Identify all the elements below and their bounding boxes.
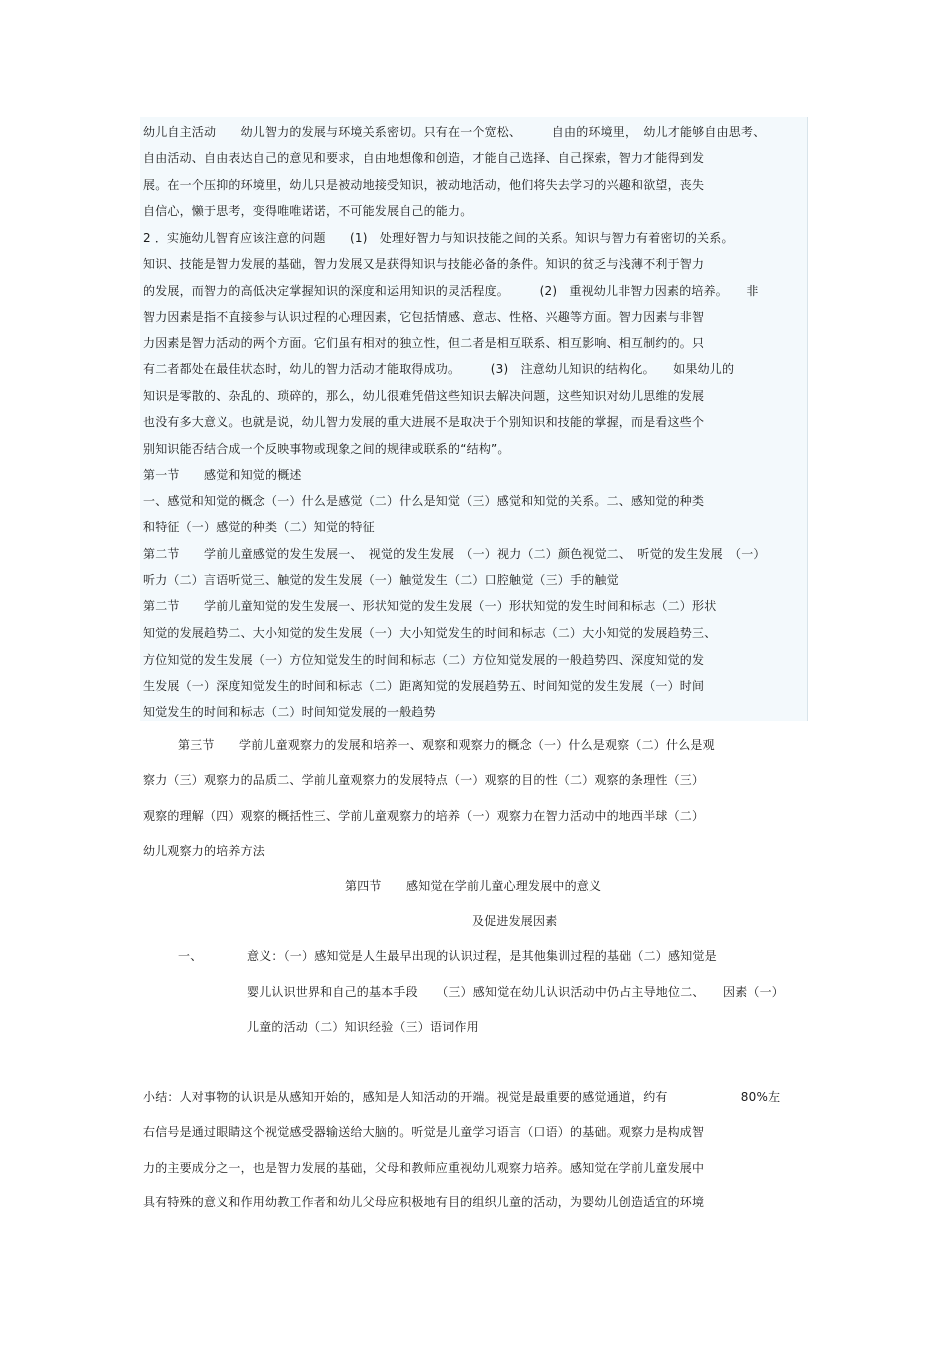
paragraph-line: 和特征（一）感觉的种类（二）知觉的特征 (143, 520, 375, 534)
paragraph-line: 幼儿观察力的培养方法 (143, 844, 266, 858)
section-heading: 第四节 感知觉在学前儿童心理发展中的意义 (345, 879, 602, 893)
paragraph-line: 也没有多大意义。也就是说，幼儿智力发展的重大进展不是取决于个别知识和技能的掌握，而是看这些个 (143, 415, 705, 429)
paragraph-line: 的发展，而智力的高低决定掌握知识的深度和运用知识的灵活程度。 (2) 重视幼儿非智力因素的培养。 非 (143, 284, 759, 298)
paragraph-line: 一、感觉和知觉的概念（一）什么是感觉（二）什么是知觉（三）感觉和知觉的关系。二、感知觉的种类 (143, 494, 705, 508)
paragraph-line: 有二者都处在最佳状态时，幼儿的智力活动才能取得成功。 (3) 注意幼儿知识的结构化。 如果幼儿的 (143, 362, 735, 376)
paragraph-line: 生发展（一）深度知觉发生的时间和标志（二）距离知觉的发展趋势五、时间知觉的发生发展（一）时间 (143, 679, 705, 693)
paragraph-line: 知识是零散的、杂乱的、琐碎的，那么，幼儿很难凭借这些知识去解决问题，这些知识对幼儿思维的发展 (143, 389, 705, 403)
paragraph-line: 婴儿认识世界和自己的基本手段 （三）感知觉在幼儿认识活动中仍占主导地位二、 因素（一） (247, 985, 785, 999)
summary-line: 小结：人对事物的认识是从感知开始的，感知是人知活动的开端。视觉是最重要的感觉通道，约有 80%左 (143, 1090, 781, 1104)
summary-line: 具有特殊的意义和作用幼教工作者和幼儿父母应积极地有目的组织儿童的活动，为婴幼儿创造适宜的环境 (143, 1195, 705, 1209)
paragraph-line: 知觉发生的时间和标志（二）时间知觉发展的一般趋势 (143, 705, 436, 719)
paragraph-line: 听力（二）言语听觉三、触觉的发生发展（一）触觉发生（二）口腔触觉（三）手的触觉 (143, 573, 619, 587)
paragraph-line: 第二节 学前儿童感觉的发生发展一、 视觉的发生发展 （一）视力（二）颜色视觉二、 听觉的发生发展 （一） (143, 547, 766, 561)
paragraph-line: 智力因素是指不直接参与认识过程的心理因素，它包括情感、意志、性格、兴趣等方面。智力因素与非智 (143, 310, 705, 324)
paragraph-line: 第三节 学前儿童观察力的发展和培养一、观察和观察力的概念（一）什么是观察（二）什么是观 (178, 738, 715, 752)
paragraph-line: 察力（三）观察力的品质二、学前儿童观察力的发展特点（一）观察的目的性（二）观察的条理性（三） (143, 773, 705, 787)
section-heading-continued: 及促进发展因素 (472, 914, 558, 928)
summary-line: 力的主要成分之一，也是智力发展的基础，父母和教师应重视幼儿观察力培养。感知觉在学前儿童发展中 (143, 1161, 705, 1175)
list-marker: 一、 (178, 949, 203, 963)
paragraph-line: 力因素是智力活动的两个方面。它们虽有相对的独立性，但二者是相互联系、相互影响、相互制约的。只 (143, 336, 705, 350)
section-heading: 第一节 感觉和知觉的概述 (143, 468, 302, 482)
paragraph-line: 第二节 学前儿童知觉的发生发展一、形状知觉的发生发展（一）形状知觉的发生时间和标志（二）形状 (143, 599, 717, 613)
paragraph-line: 观察的理解（四）观察的概括性三、学前儿童观察力的培养（一）观察力在智力活动中的地西半球（二） (143, 809, 705, 823)
paragraph-line: 幼儿自主活动 幼儿智力的发展与环境关系密切。只有在一个宽松、 自由的环境里， 幼儿才能够自由思考、 (143, 125, 766, 139)
paragraph-line: 2 ．实施幼儿智育应该注意的问题 (1) 处理好智力与知识技能之间的关系。知识与智力有着密切的关系。 (143, 231, 734, 245)
paragraph-line: 意义：（一）感知觉是人生最早出现的认识过程，是其他集训过程的基础（二）感知觉是 (247, 949, 717, 963)
paragraph-line: 知识、技能是智力发展的基础，智力发展又是获得知识与技能必备的条件。知识的贫乏与浅薄不利于智力 (143, 257, 705, 271)
paragraph-line: 知觉的发展趋势二、大小知觉的发生发展（一）大小知觉发生的时间和标志（二）大小知觉的发展趋势三、 (143, 626, 717, 640)
paragraph-line: 儿童的活动（二）知识经验（三）语词作用 (247, 1020, 479, 1034)
paragraph-line: 方位知觉的发生发展（一）方位知觉发生的时间和标志（二）方位知觉发展的一般趋势四、深度知觉的发 (143, 653, 705, 667)
paragraph-line: 自由活动、自由表达自己的意见和要求，自由地想像和创造，才能自己选择、自己探索，智力才能得到发 (143, 151, 705, 165)
paragraph-line: 自信心，懒于思考，变得唯唯诺诺，不可能发展自己的能力。 (143, 204, 473, 218)
paragraph-line: 展。在一个压抑的环境里，幼儿只是被动地接受知识，被动地活动，他们将失去学习的兴趣和欲望，丧失 (143, 178, 705, 192)
paragraph-line: 别知识能否结合成一个反映事物或现象之间的规律或联系的“结构”。 (143, 442, 510, 456)
summary-line: 右信号是通过眼睛这个视觉感受器输送给大脑的。听觉是儿童学习语言（口语）的基础。观察力是构成智 (143, 1125, 705, 1139)
